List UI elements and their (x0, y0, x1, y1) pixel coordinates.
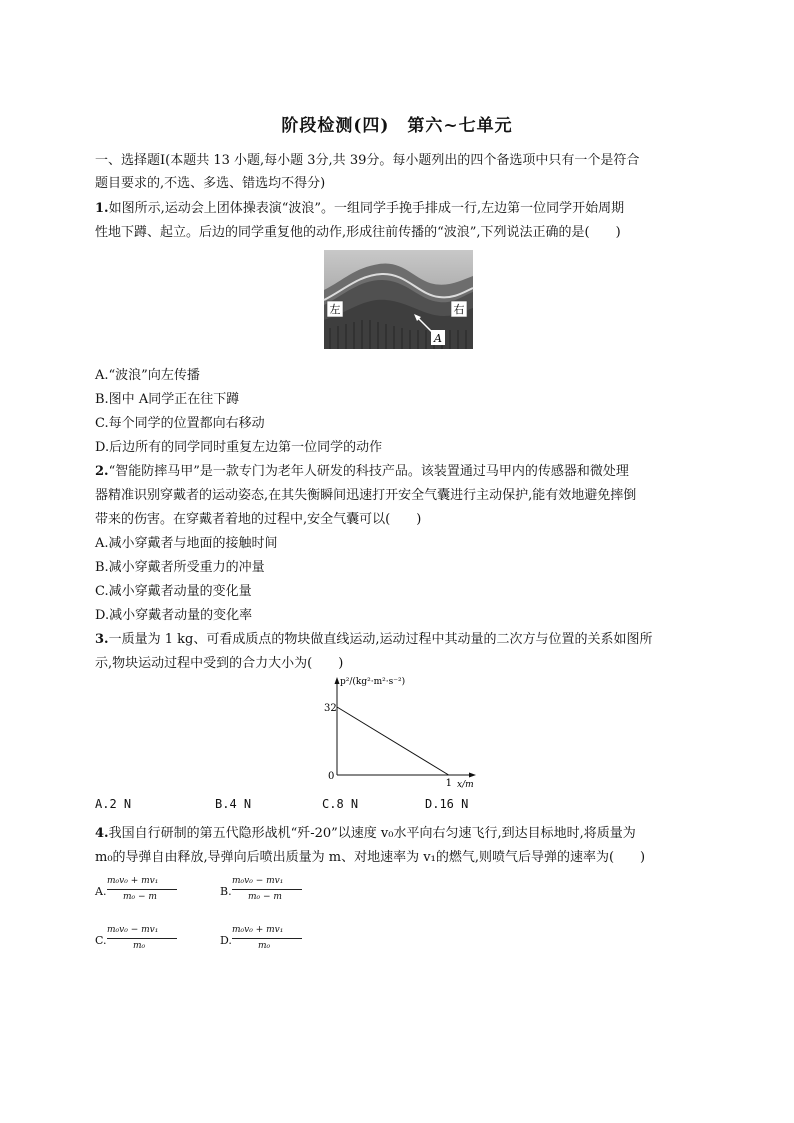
q4-option-d-numerator: m₀v₀ + mv₁ (232, 925, 284, 935)
fraction-bar (232, 938, 302, 939)
q2-option-c: C.减小穿戴者动量的变化量 (95, 584, 252, 599)
q3-option-d: D.16 N (425, 797, 469, 811)
q4-text-line2: m₀的导弹自由释放,导弹向后喷出质量为 m、对地速率为 v₁的燃气,则喷气后导弹的速率为( ) (95, 850, 646, 865)
y-tick-label: 32 (324, 703, 337, 714)
page-title: 阶段检测(四) 第六~七单元 (281, 116, 513, 136)
q4-option-c-denominator: m₀ (133, 941, 146, 951)
q3-stem-1: 一质量为 1 kg、可看成质点的物块做直线运动,运动过程中其动量的二次方与位置的关系如图所 (108, 632, 653, 647)
y-axis-label: p²/(kg²·m²·s⁻²) (340, 677, 406, 687)
q3-option-c: C.8 N (322, 797, 359, 811)
q4-option-a-denominator: m₀ − m (123, 892, 157, 902)
wave-photo (324, 250, 473, 349)
q2-text-line3: 带来的伤害。在穿戴者着地的过程中,安全气囊可以( ) (95, 512, 422, 527)
q3-option-b: B.4 N (215, 797, 252, 811)
q4-text-line1 (95, 822, 636, 841)
p2-x-graph (316, 672, 486, 790)
fraction-bar (107, 889, 177, 890)
data-series-line (337, 707, 449, 775)
x-axis-label: x/m (457, 780, 474, 790)
q1-option-a: A.“波浪”向左传播 (95, 368, 200, 383)
q2-option-d: D.减小穿戴者动量的变化率 (95, 608, 253, 623)
origin-label: 0 (328, 771, 335, 782)
fraction-bar (232, 889, 302, 890)
q3-text-line2: 示,物块运动过程中受到的合力大小为( ) (95, 656, 344, 671)
q2-option-b: B.减小穿戴者所受重力的冲量 (95, 560, 265, 575)
q4-option-b-numerator: m₀v₀ − mv₁ (232, 876, 284, 886)
q1-text-line1 (95, 197, 624, 216)
q4-number: 4. (95, 826, 109, 841)
q4-option-d-label: D. (220, 934, 232, 947)
q3-text-line1 (95, 628, 652, 647)
q1-option-b: B.图中 A同学正在往下蹲 (95, 392, 240, 407)
q2-stem-1: “智能防摔马甲”是一款专门为老年人研发的科技产品。该装置通过马甲内的传感器和微处理 (108, 464, 629, 479)
q1-option-d: D.后边所有的同学同时重复左边第一位同学的动作 (95, 440, 383, 455)
q4-option-c-label: C. (95, 934, 107, 947)
x-axis-arrow (469, 773, 476, 778)
q4-option-d-denominator: m₀ (258, 941, 271, 951)
x-tick-label: 1 (445, 778, 453, 789)
q4-option-a-numerator: m₀v₀ + mv₁ (107, 876, 159, 886)
q3-number: 3. (95, 632, 109, 647)
q4-option-b-denominator: m₀ − m (248, 892, 282, 902)
q2-number: 2. (95, 464, 109, 479)
q4-option-b-label: B. (220, 885, 232, 898)
q1-text-line2: 性地下蹲、起立。后边的同学重复他的动作,形成往前传播的“波浪”,下列说法正确的是( ) (95, 225, 621, 240)
q4-option-c-numerator: m₀v₀ − mv₁ (107, 925, 159, 935)
section-heading-line2: 题目要求的,不选、多选、错选均不得分) (95, 176, 326, 191)
q1-stem-1: 如图所示,运动会上团体操表演“波浪”。一组同学手挽手排成一行,左边第一位同学开始周期 (108, 201, 625, 216)
q1-option-c: C.每个同学的位置都向右移动 (95, 416, 265, 431)
p2-x-chart (316, 672, 486, 790)
q4-option-a-label: A. (95, 885, 107, 898)
q4-stem-1: 我国自行研制的第五代隐形战机“歼-20”以速度 v₀水平向右匀速飞行,到达目标地时,将质量为 (108, 826, 636, 841)
y-axis-arrow (335, 677, 340, 684)
q2-text-line1 (95, 460, 629, 479)
photo-label-left: 左 (329, 303, 341, 316)
section-heading-line1: 一、选择题Ⅰ(本题共 13 小题,每小题 3分,共 39分。每小题列出的四个备选项中只有一个是符合 (95, 153, 640, 168)
photo-label-a: A (434, 332, 442, 345)
q2-option-a: A.减小穿戴者与地面的接触时间 (95, 536, 278, 551)
wave-photo-graphic (324, 250, 473, 349)
q3-option-a: A.2 N (95, 797, 132, 811)
photo-label-right: 右 (453, 303, 465, 316)
fraction-bar (107, 938, 177, 939)
q2-text-line2: 器精准识别穿戴者的运动姿态,在其失衡瞬间迅速打开安全气囊进行主动保护,能有效地避免摔倒 (95, 488, 637, 503)
q1-number: 1. (95, 201, 109, 216)
